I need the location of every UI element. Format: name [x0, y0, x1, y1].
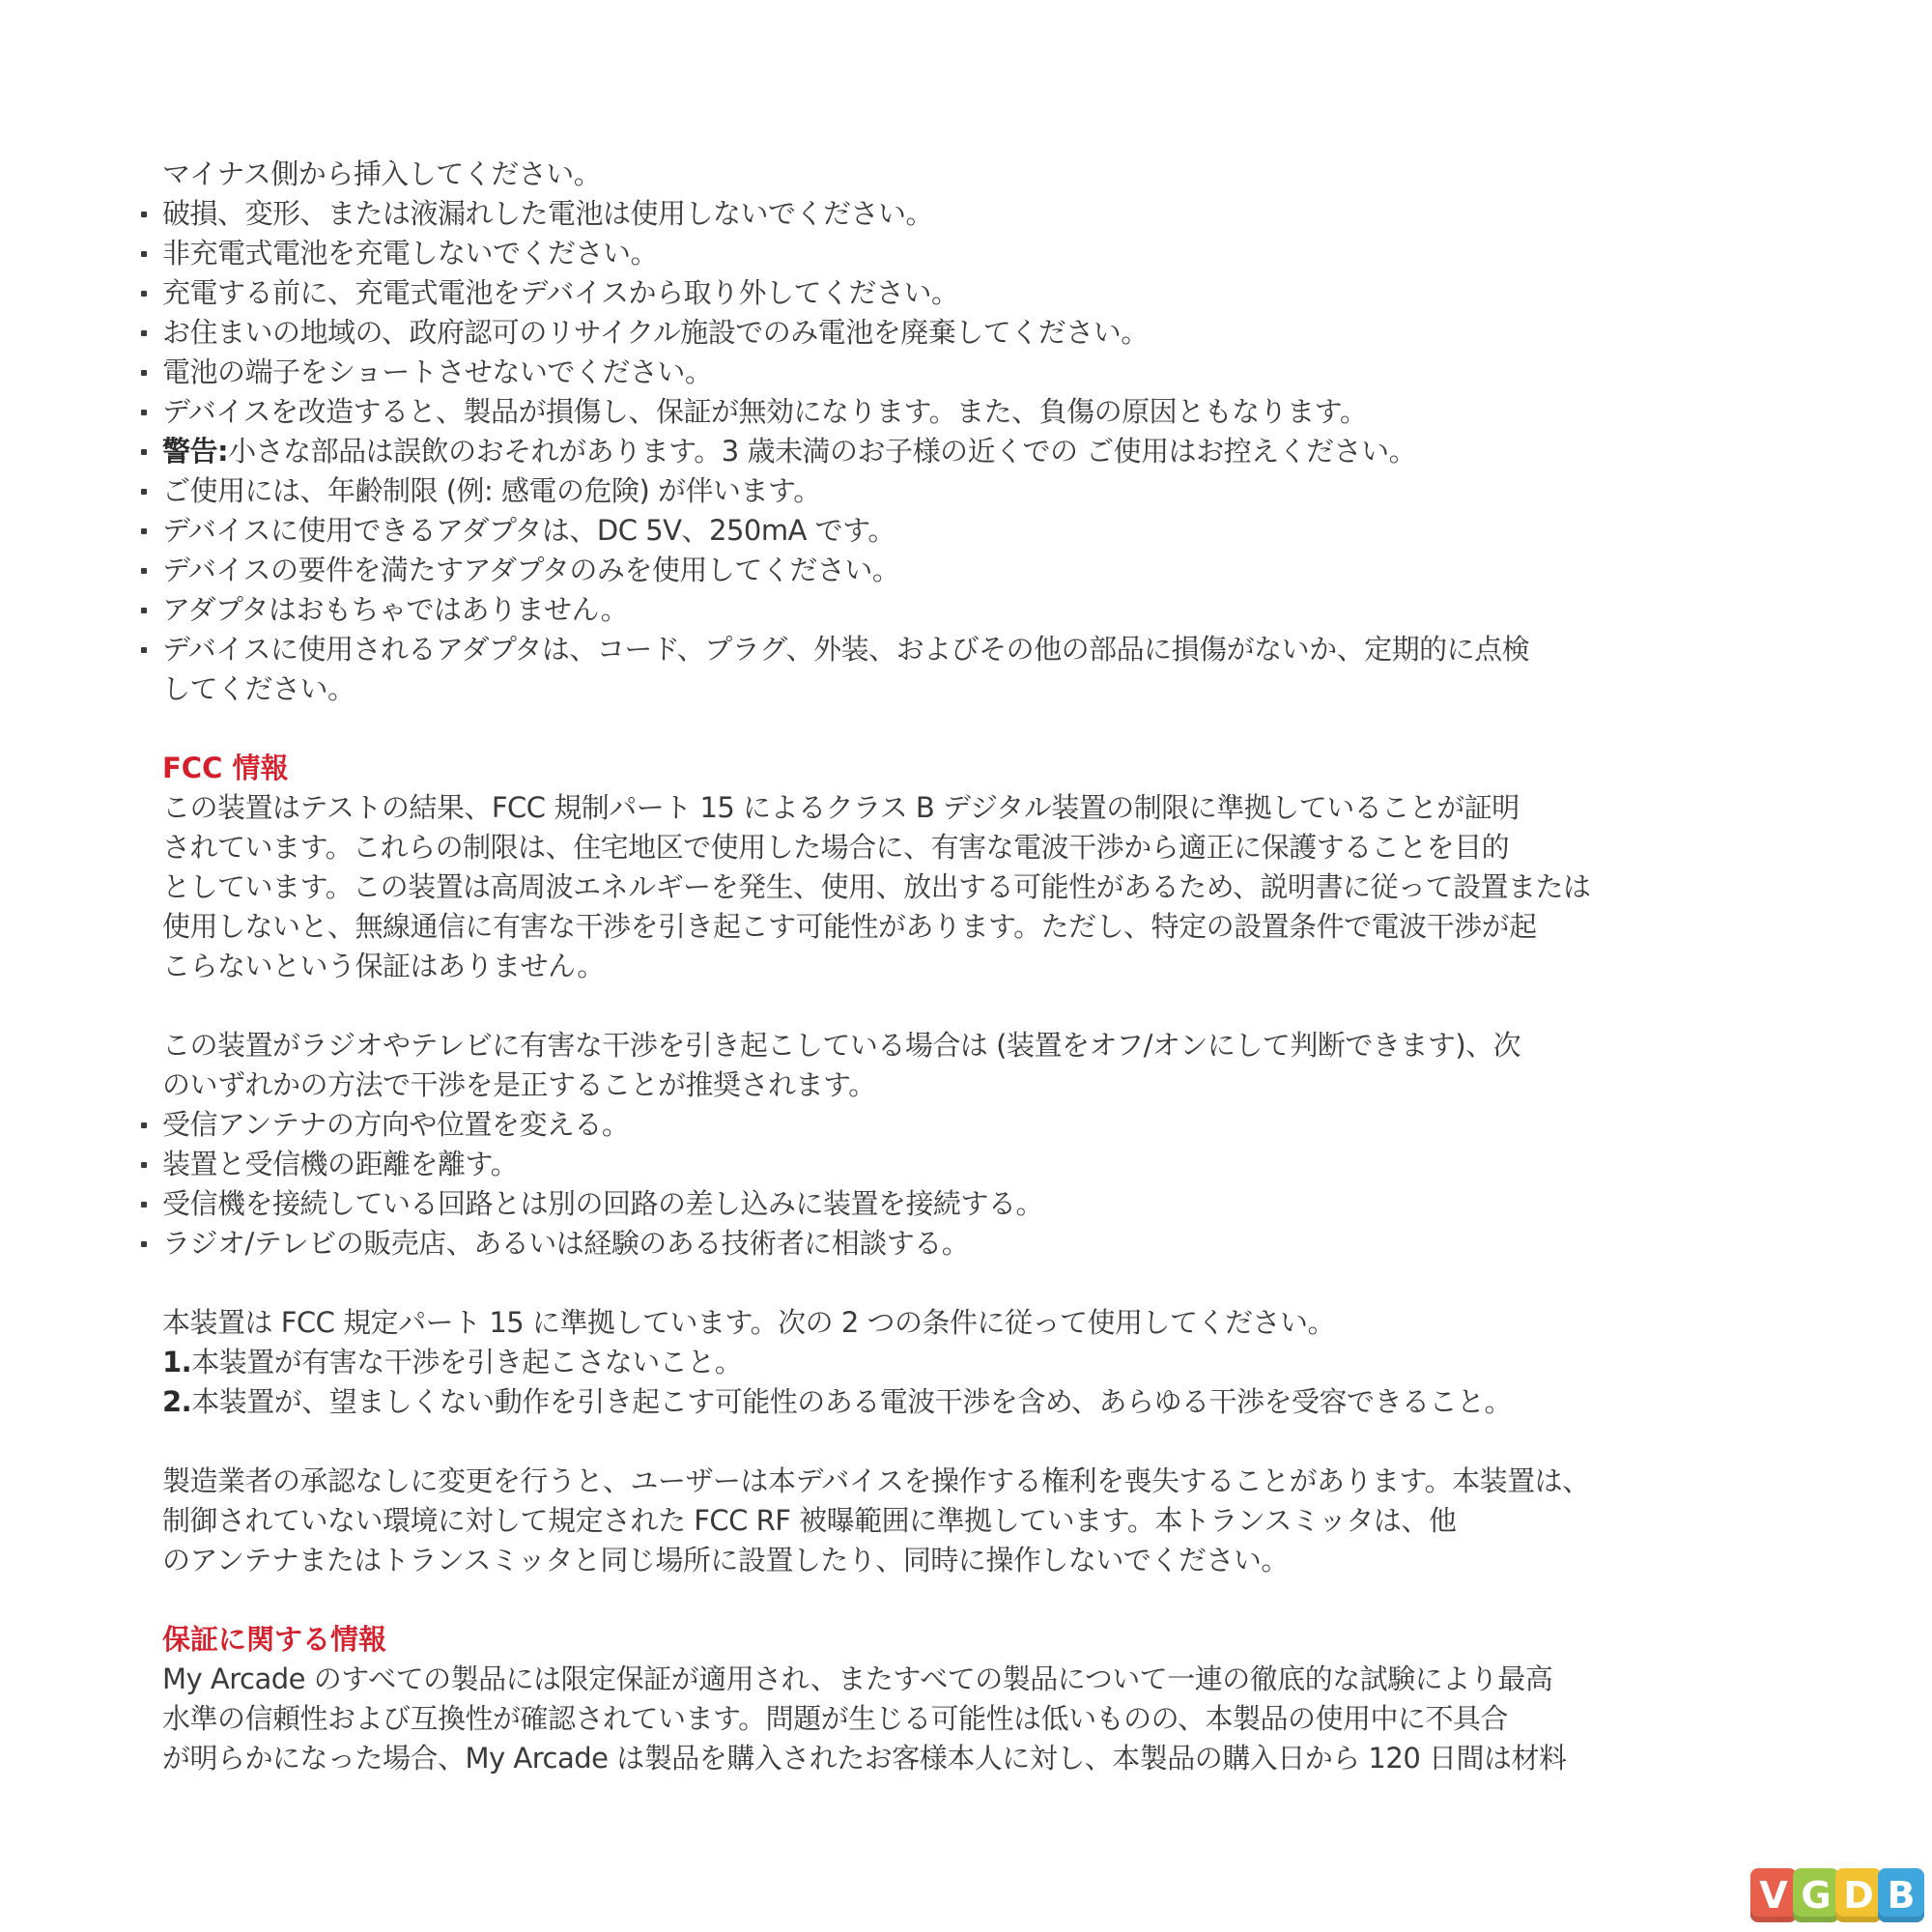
list-item: お住まいの地域の、政府認可のリサイクル施設でのみ電池を廃棄してください。: [162, 313, 1785, 353]
list-item: 受信アンテナの方向や位置を変える。: [162, 1105, 1785, 1145]
fcc-paragraph-line: この装置がラジオやテレビに有害な干渉を引き起こしている場合は (装置をオフ/オンにして判断できます)、次: [162, 1029, 1521, 1062]
fcc-paragraph-line: この装置はテストの結果、FCC 規制パート 15 によるクラス B デジタル装置の制限に準拠していることが証明: [162, 791, 1520, 824]
list-item: 装置と受信機の距離を離す。: [162, 1145, 1785, 1184]
list-item: デバイスに使用されるアダプタは、コード、プラグ、外装、およびその他の部品に損傷がないか、定期的に点検: [162, 630, 1785, 669]
warning-label: 警告:: [162, 435, 229, 468]
fcc-paragraph-line: こらないという保証はありません。: [162, 950, 605, 982]
watermark-tile: B: [1878, 1868, 1924, 1922]
fcc-paragraph-line: 使用しないと、無線通信に有害な干渉を引き起こす可能性があります。ただし、特定の設置条件で電波干渉が起: [162, 910, 1537, 943]
watermark-tile: D: [1835, 1868, 1882, 1922]
manual-page: [162, 155, 1785, 1778]
condition-item: [162, 1382, 1785, 1422]
list-item: ご使用には、年齢制限 (例: 感電の危険) が伴います。: [162, 471, 1785, 511]
fcc-paragraph-line: 制御されていない環境に対して規定された FCC RF 被曝範囲に準拠しています。本トランスミッタは、他: [162, 1504, 1457, 1537]
condition-number: 1.: [162, 1346, 192, 1378]
intro-continuation: マイナス側から挿入してください。: [162, 157, 602, 190]
list-item: 受信機を接続している回路とは別の回路の差し込みに装置を接続する。: [162, 1184, 1785, 1224]
vgdb-watermark-logo: [1754, 1868, 1924, 1922]
fcc-paragraph-line: されています。これらの制限は、住宅地区で使用した場合に、有害な電波干渉から適正に保護することを目的: [162, 831, 1510, 864]
fcc-paragraph-line: 製造業者の承認なしに変更を行うと、ユーザーは本デバイスを操作する権利を喪失することがあります。本装置は、: [162, 1464, 1590, 1497]
list-item: 破損、変形、または液漏れした電池は使用しないでください。: [162, 194, 1785, 234]
fcc-heading: FCC 情報: [162, 752, 289, 784]
warranty-paragraph-line: 水準の信頼性および互換性が確認されています。問題が生じる可能性は低いものの、本製品の使用中に不具合: [162, 1702, 1509, 1735]
list-item: デバイスを改造すると、製品が損傷し、保証が無効になります。また、負傷の原因ともなります。: [162, 392, 1785, 432]
warranty-heading: 保証に関する情報: [162, 1623, 387, 1656]
list-item-continuation: してください。: [162, 672, 355, 705]
condition-item: [162, 1343, 1785, 1382]
warranty-paragraph-line: My Arcade のすべての製品には限定保証が適用され、またすべての製品について一連の徹底的な試験により最高: [162, 1662, 1553, 1695]
warranty-paragraph-line: が明らかになった場合、My Arcade は製品を購入されたお客様本人に対し、本製品の購入日から 120 日間は材料: [162, 1742, 1567, 1775]
list-item: デバイスの要件を満たすアダプタのみを使用してください。: [162, 551, 1785, 590]
fcc-paragraph-line: のアンテナまたはトランスミッタと同じ場所に設置したり、同時に操作しないでください。: [162, 1544, 1289, 1577]
fcc-paragraph-line: のいずれかの方法で干渉を是正することが推奨されます。: [162, 1068, 876, 1101]
watermark-tile: V: [1750, 1868, 1797, 1922]
condition-text: 本装置が有害な干渉を引き起こさないこと。: [191, 1346, 743, 1378]
list-item: ラジオ/テレビの販売店、あるいは経験のある技術者に相談する。: [162, 1224, 1785, 1264]
fcc-paragraph-line: としています。この装置は高周波エネルギーを発生、使用、放出する可能性があるため、説明書に従って設置または: [162, 870, 1591, 903]
list-item: アダプタはおもちゃではありません。: [162, 590, 1785, 630]
list-item: 非充電式電池を充電しないでください。: [162, 234, 1785, 273]
warning-item: [162, 432, 1785, 471]
fcc-paragraph-line: 本装置は FCC 規定パート 15 に準拠しています。次の 2 つの条件に従って使用してください。: [162, 1306, 1336, 1339]
condition-number: 2.: [162, 1385, 192, 1418]
list-item: デバイスに使用できるアダプタは、DC 5V、250mA です。: [162, 511, 1785, 551]
list-item: 電池の端子をショートさせないでください。: [162, 353, 1785, 392]
watermark-tile: G: [1793, 1868, 1839, 1922]
list-item: 充電する前に、充電式電池をデバイスから取り外してください。: [162, 273, 1785, 313]
warning-text: 小さな部品は誤飲のおそれがあります。3 歳未満のお子様の近くでの ご使用はお控えください。: [228, 435, 1417, 468]
condition-text: 本装置が、望ましくない動作を引き起こす可能性のある電波干渉を含め、あらゆる干渉を受容できること。: [191, 1385, 1513, 1418]
